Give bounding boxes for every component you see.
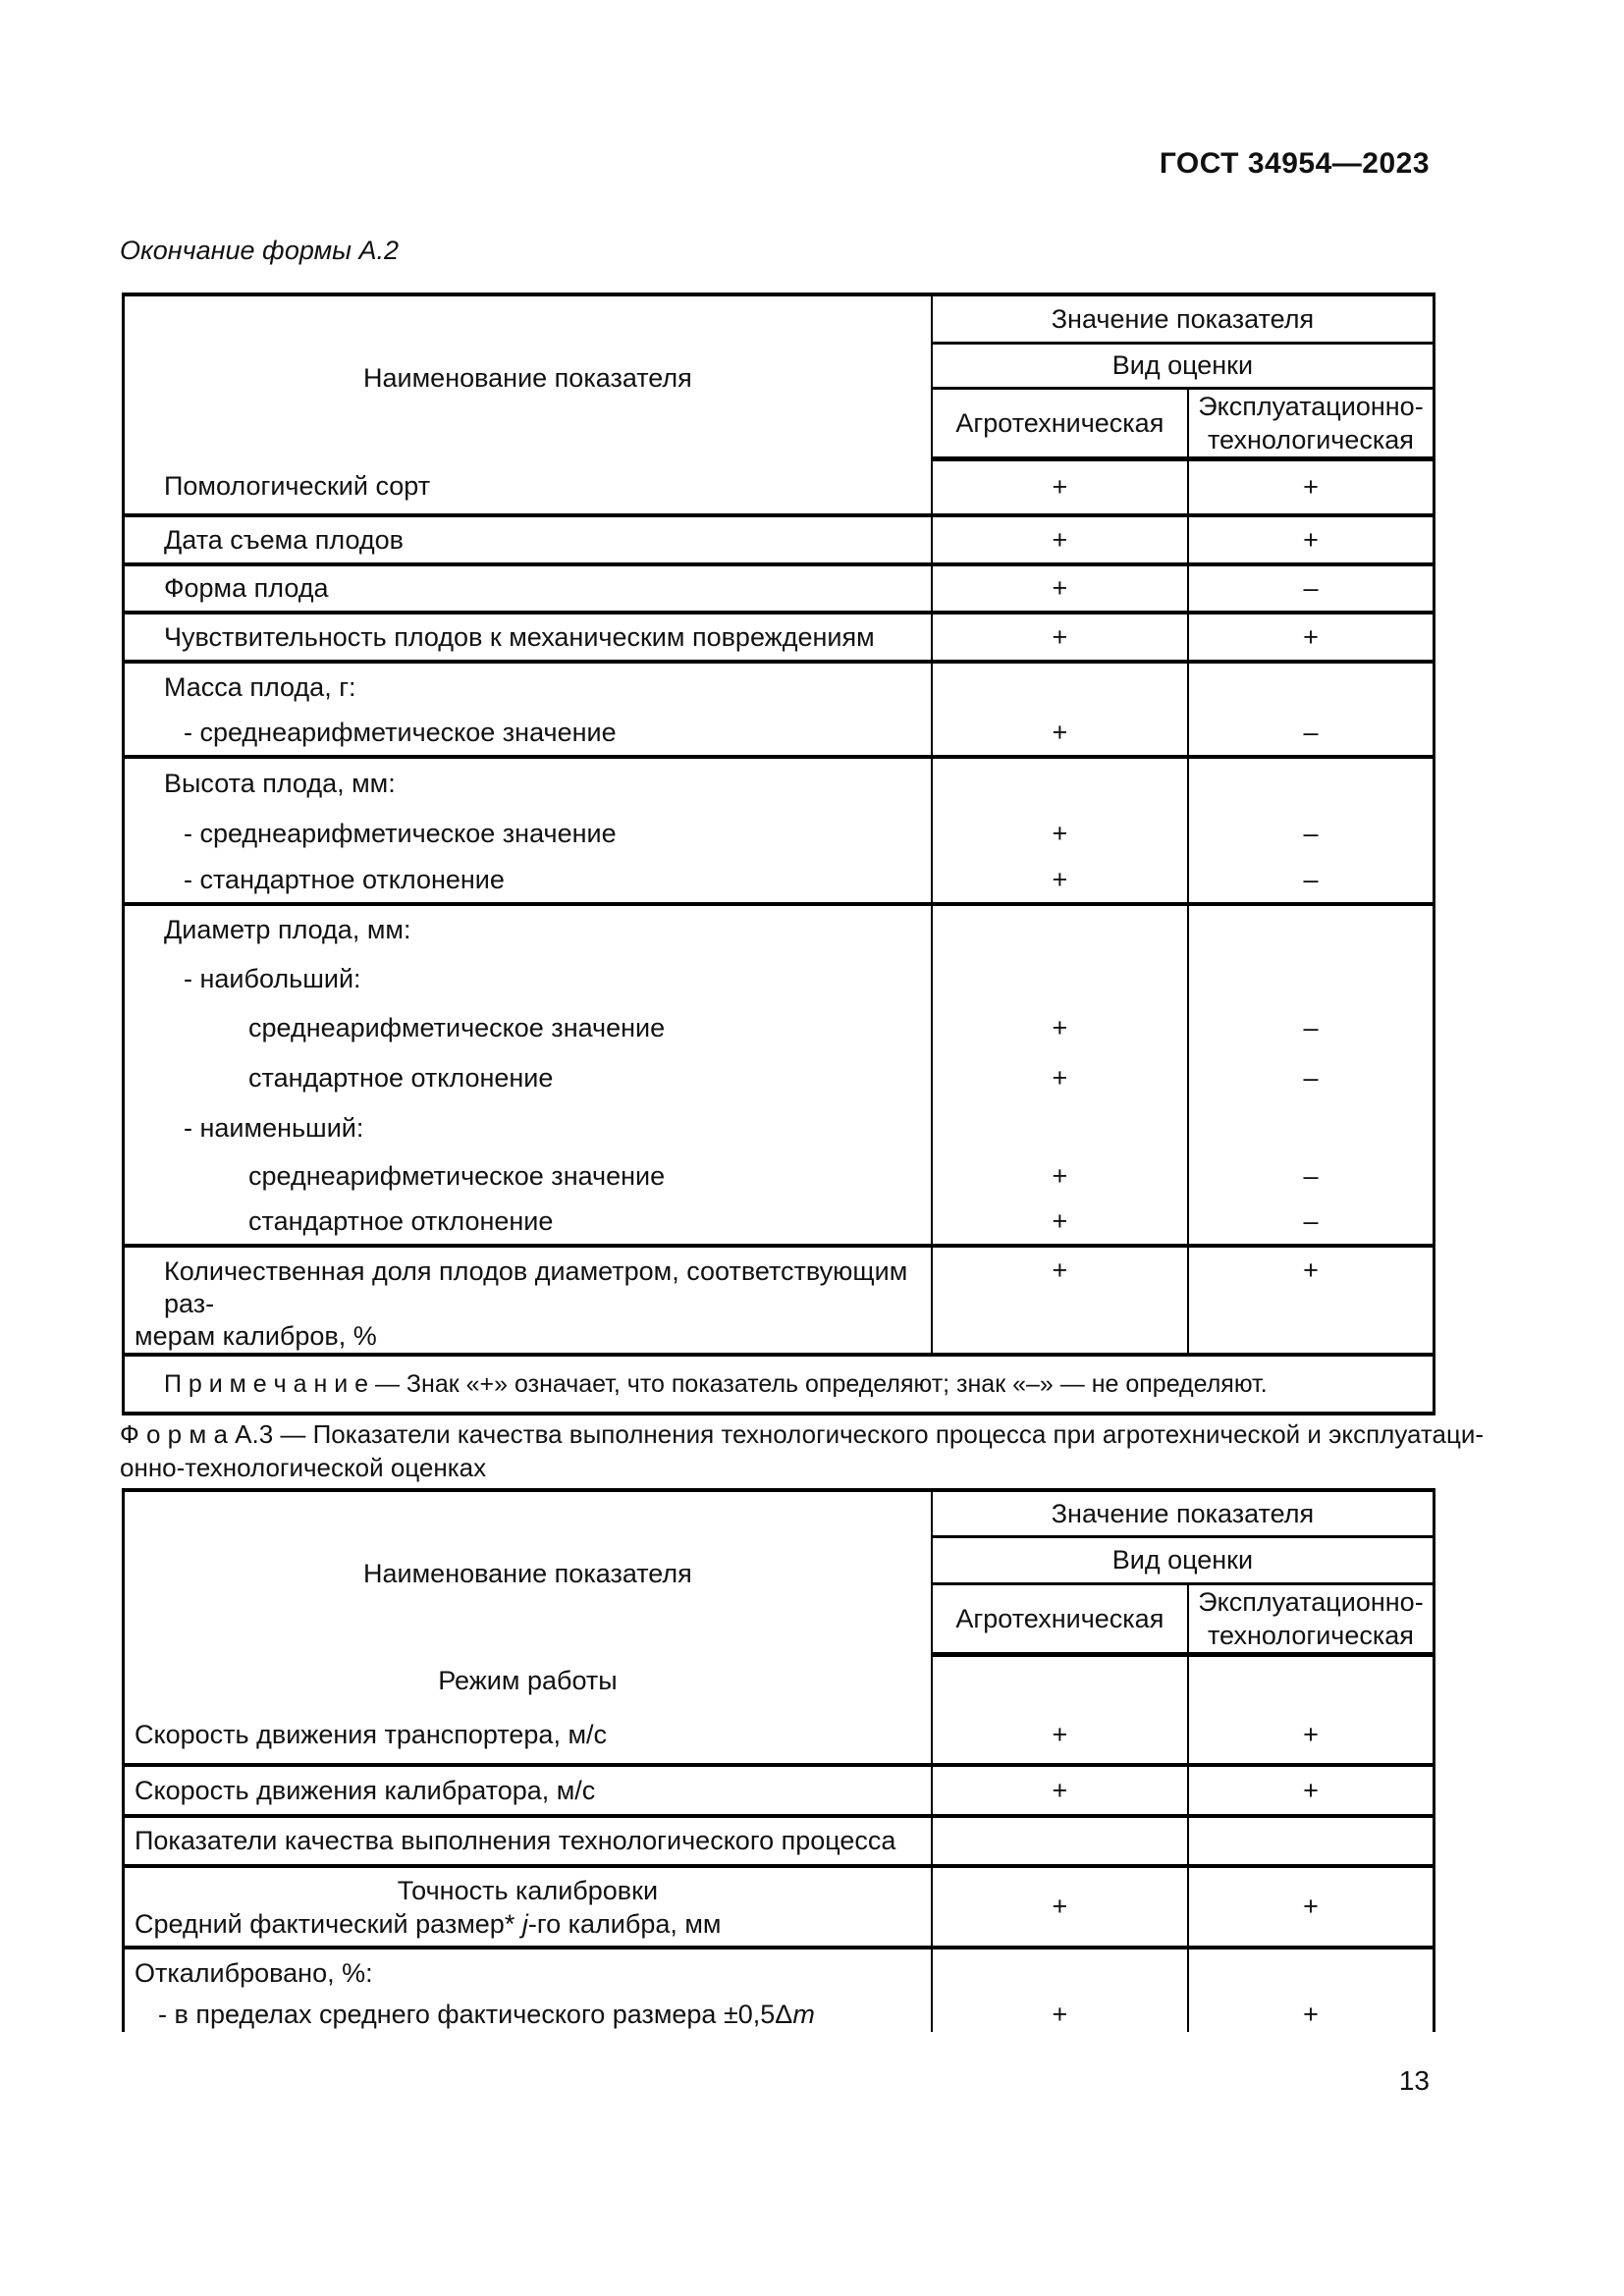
indicator-name-cell: Высота плода, мм:: [125, 757, 932, 809]
expl-value-cell: +: [1188, 1246, 1433, 1355]
header-value-col: Значение показателя: [932, 1492, 1433, 1536]
table-row: [125, 1765, 1433, 1816]
indicator-name-cell: Чувствительность плодов к механическим повреждениям: [125, 613, 932, 662]
calibration-accuracy-heading: Точность калибровки: [397, 1875, 659, 1905]
expl-value-cell: +: [1188, 1997, 1433, 2032]
agro-value-cell: [932, 1948, 1188, 1997]
agro-value-cell: +: [932, 1200, 1188, 1246]
agro-value-cell: +: [932, 1765, 1188, 1816]
header-row-value: [125, 296, 1433, 343]
indicator-name-cell: - среднеарифметическое значение: [125, 809, 932, 858]
expl-value-cell: –: [1188, 858, 1433, 904]
agro-value-cell: [932, 954, 1188, 1003]
table-row: [125, 458, 1433, 515]
table-row: [125, 858, 1433, 904]
table-note: П р и м е ч а н и е — Знак «+» означает, что показатель определяют; знак «–» — не определяют.: [164, 1369, 1268, 1398]
expl-value-cell: [1188, 1654, 1433, 1707]
header-agro-col: Агротехническая: [932, 388, 1188, 458]
agro-value-cell: +: [932, 458, 1188, 515]
table-row: [125, 1816, 1433, 1866]
doc-code-header: ГОСТ 34954—2023: [1159, 147, 1430, 180]
expl-value-cell: [1188, 757, 1433, 809]
agro-value-cell: [932, 1816, 1188, 1866]
expl-value-cell: [1188, 662, 1433, 711]
header-kind-col: Вид оценки: [932, 1536, 1433, 1583]
table-row: [125, 613, 1433, 662]
table-row: [125, 1866, 1433, 1948]
indicator-name-cell: Откалибровано, %:: [125, 1948, 932, 1997]
agro-value-cell: +: [932, 564, 1188, 613]
expl-value-cell: +: [1188, 1765, 1433, 1816]
expl-value-cell: –: [1188, 1200, 1433, 1246]
form-a3-caption-line2: онно-технологической оценках: [120, 1453, 487, 1482]
indicator-name-cell: Дата съема плодов: [125, 515, 932, 564]
table-row: [125, 711, 1433, 757]
indicator-name-cell: Скорость движения транспортера, м/с: [125, 1707, 932, 1765]
table-row: [125, 1246, 1433, 1355]
indicator-name-cell: Масса плода, г:: [125, 662, 932, 711]
table-row: [125, 1003, 1433, 1052]
expl-value-cell: +: [1188, 515, 1433, 564]
form-a2-table: [122, 293, 1435, 1415]
page-number: 13: [1398, 2065, 1430, 2096]
expl-value-cell: [1188, 904, 1433, 954]
header-agro-col: Агротехническая: [932, 1583, 1188, 1654]
expl-value-cell: [1188, 1103, 1433, 1152]
name-text: -го калибра, мм: [527, 1908, 722, 1939]
name-italic-var: j: [521, 1908, 528, 1939]
header-kind-col: Вид оценки: [932, 343, 1433, 388]
expl-value-cell: +: [1188, 458, 1433, 515]
indicator-name-line2: мерам калибров, %: [135, 1321, 377, 1351]
table-row: [125, 809, 1433, 858]
indicator-name-cell: [125, 1866, 932, 1948]
agro-value-cell: [932, 1654, 1188, 1707]
indicator-name-cell: - наименьший:: [125, 1103, 932, 1152]
table-row: [125, 1052, 1433, 1103]
header-value-col: Значение показателя: [932, 296, 1433, 343]
agro-value-cell: +: [932, 858, 1188, 904]
indicator-name-cell: среднеарифметическое значение: [125, 1152, 932, 1200]
form-a2-continuation-label: Окончание формы А.2: [120, 236, 400, 265]
indicator-name-cell: Показатели качества выполнения технологического процесса: [125, 1816, 932, 1866]
table-row: [125, 564, 1433, 613]
table-row: [125, 515, 1433, 564]
table-row: [125, 757, 1433, 809]
expl-value-cell: +: [1188, 1707, 1433, 1765]
table-row: [125, 1654, 1433, 1707]
header-name-col: Наименование показателя: [125, 1492, 932, 1654]
agro-value-cell: +: [932, 613, 1188, 662]
header-expl-col: Эксплуатационно-технологическая: [1188, 1583, 1433, 1654]
indicator-name-cell: Помологический сорт: [125, 458, 932, 515]
agro-value-cell: +: [932, 1003, 1188, 1052]
agro-value-cell: +: [932, 1052, 1188, 1103]
form-a3-table: [122, 1488, 1435, 2032]
expl-value-cell: [1188, 1948, 1433, 1997]
indicator-name-cell: Форма плода: [125, 564, 932, 613]
agro-value-cell: [932, 757, 1188, 809]
name-text: Средний фактический размер*: [135, 1908, 522, 1939]
indicator-name-cell: стандартное отклонение: [125, 1052, 932, 1103]
agro-value-cell: +: [932, 1866, 1188, 1948]
indicator-name-cell: стандартное отклонение: [125, 1200, 932, 1246]
table-row: [125, 1948, 1433, 1997]
form-a3-table-grid: [125, 1492, 1433, 2032]
form-a2-table-grid: [125, 296, 1433, 1412]
expl-value-cell: –: [1188, 1003, 1433, 1052]
indicator-name-cell: [125, 1997, 932, 2032]
table-row: [125, 1152, 1433, 1200]
agro-value-cell: [932, 662, 1188, 711]
header-row-value: [125, 1492, 1433, 1536]
indicator-name-cell: Диаметр плода, мм:: [125, 904, 932, 954]
header-expl-col: Эксплуатационно-технологическая: [1188, 388, 1433, 458]
expl-value-cell: –: [1188, 809, 1433, 858]
expl-value-cell: +: [1188, 1866, 1433, 1948]
indicator-name-line1: Количественная доля плодов диаметром, соответствующим раз-: [164, 1256, 908, 1318]
table-row: [125, 954, 1433, 1003]
indicator-name-cell: [125, 1246, 932, 1355]
form-a3-caption: [120, 1417, 1485, 1484]
table-row: [125, 662, 1433, 711]
expl-value-cell: –: [1188, 711, 1433, 757]
indicator-name-cell: Скорость движения калибратора, м/с: [125, 1765, 932, 1816]
indicator-name-cell: среднеарифметическое значение: [125, 1003, 932, 1052]
agro-value-cell: +: [932, 809, 1188, 858]
expl-value-cell: [1188, 1816, 1433, 1866]
note-row: [125, 1355, 1433, 1412]
agro-value-cell: +: [932, 515, 1188, 564]
agro-value-cell: [932, 1103, 1188, 1152]
table-row: [125, 1997, 1433, 2032]
indicator-name-line2: [125, 1907, 931, 1941]
agro-value-cell: +: [932, 711, 1188, 757]
indicator-name-cell: - среднеарифметическое значение: [125, 711, 932, 757]
expl-value-cell: –: [1188, 1052, 1433, 1103]
agro-value-cell: +: [932, 1707, 1188, 1765]
header-name-col: Наименование показателя: [125, 296, 932, 458]
table-row: [125, 1200, 1433, 1246]
agro-value-cell: +: [932, 1246, 1188, 1355]
form-a3-caption-line1: Ф о р м а А.3 — Показатели качества выполнения технологического процесса при агротехнической и эксплуатаци-: [120, 1419, 1485, 1449]
expl-value-cell: [1188, 954, 1433, 1003]
agro-value-cell: +: [932, 1152, 1188, 1200]
expl-value-cell: –: [1188, 564, 1433, 613]
agro-value-cell: +: [932, 1997, 1188, 2032]
name-text: - в пределах среднего фактического размера ±0,5Δ: [158, 1999, 793, 2029]
table-row: [125, 1103, 1433, 1152]
table-row: [125, 904, 1433, 954]
indicator-name-cell: - наибольший:: [125, 954, 932, 1003]
expl-value-cell: –: [1188, 1152, 1433, 1200]
indicator-name-cell: - стандартное отклонение: [125, 858, 932, 904]
expl-value-cell: +: [1188, 613, 1433, 662]
indicator-name-cell: Режим работы: [125, 1654, 932, 1707]
table-row: [125, 1707, 1433, 1765]
name-italic-var: m: [792, 1999, 815, 2029]
agro-value-cell: [932, 904, 1188, 954]
